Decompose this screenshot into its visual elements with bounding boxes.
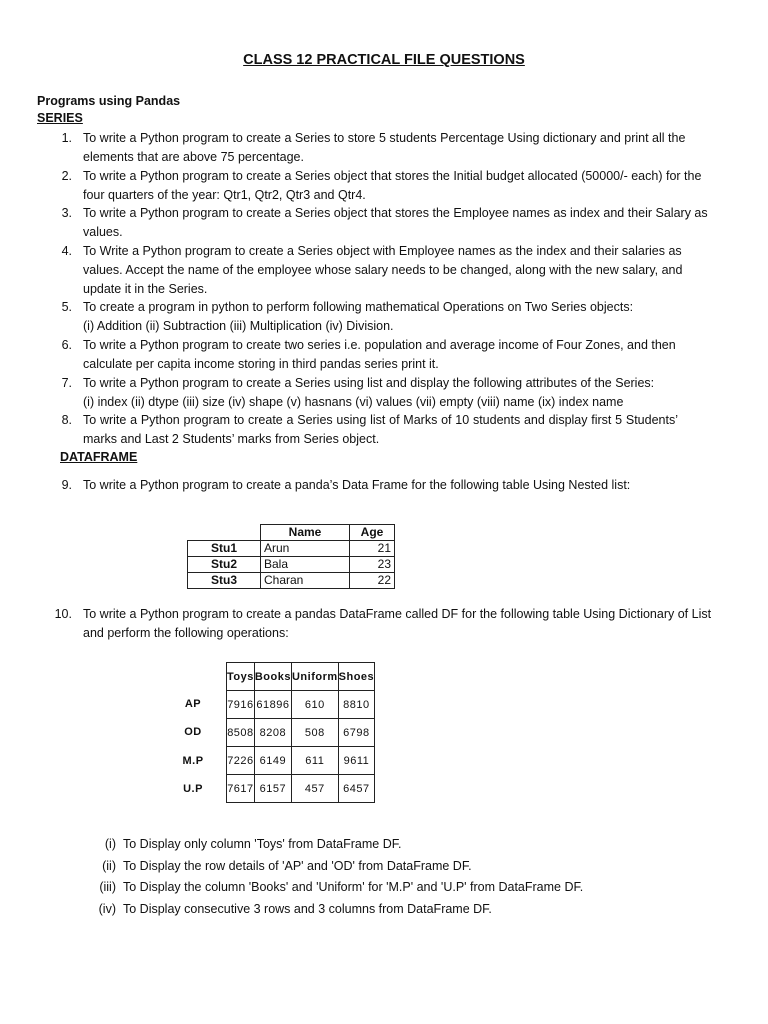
operation-1 (90, 834, 730, 855)
operation-number: (ii) (102, 859, 116, 873)
operation-3 (90, 877, 730, 898)
section-heading: Programs using Pandas (37, 94, 181, 108)
table-header-cell: Shoes (338, 663, 375, 691)
operation-text: To Display the column 'Books' and 'Uniform' for 'M.P' and 'U.P' from DataFrame DF. (123, 880, 584, 894)
table-row (227, 719, 375, 747)
operation-4 (90, 899, 730, 920)
table-row (188, 557, 395, 573)
table-cell: 6798 (338, 719, 375, 747)
dataframe-heading: DATAFRAME (60, 450, 138, 464)
table-row (188, 541, 395, 557)
question-8 (58, 411, 678, 449)
question-text: To write a Python program to create a Series to store 5 students Percentage Using dictionary and print all the elements that are above 75 percentage. (83, 131, 686, 164)
question-subtext: (i) Addition (ii) Subtraction (iii) Multiplication (iv) Division. (83, 319, 394, 333)
question-1 (58, 129, 718, 167)
question-number: 7. (61, 376, 72, 390)
table-header-cell: Books (254, 663, 291, 691)
sales-table (226, 662, 375, 803)
question-4 (58, 242, 718, 299)
page-title: CLASS 12 PRACTICAL FILE QUESTIONS (243, 52, 525, 68)
table-cell: 21 (350, 541, 395, 557)
operation-number: (i) (104, 837, 116, 851)
question-7 (58, 374, 718, 412)
question-number: 3. (61, 206, 72, 220)
table-row (188, 573, 395, 589)
table-cell: 9611 (338, 747, 375, 775)
table-cell: Charan (261, 573, 350, 589)
question-text: To Write a Python program to create a Series object with Employee names as the index and their salaries as values. Accept the name of the employee whose salary needs to be changed, along with the new salary, and update it in the Series. (83, 244, 683, 296)
row-label: Stu2 (188, 557, 261, 573)
operation-number: (iii) (99, 880, 116, 894)
row-label: Stu1 (188, 541, 261, 557)
question-number: 4. (61, 244, 72, 258)
table-header-cell: Uniform (291, 663, 338, 691)
row-label: AP (184, 698, 202, 710)
table-cell: 610 (291, 691, 338, 719)
table-row (227, 691, 375, 719)
table-cell: 8208 (254, 719, 291, 747)
question-10 (54, 605, 718, 643)
question-number: 6. (61, 338, 72, 352)
table-header-cell: Name (261, 525, 350, 541)
question-text: To write a Python program to create a Series object that stores the Initial budget allocated (50000/- each) for the four quarters of the year: Qtr1, Qtr2, Qtr3 and Qtr4. (83, 169, 702, 202)
question-text: To write a Python program to create two series i.e. population and average income of Four Zones, and then calculate per capita income storing in third pandas series print it. (83, 338, 676, 371)
table-cell: 508 (291, 719, 338, 747)
table-cell: 6457 (338, 775, 375, 803)
table-header-row (188, 525, 395, 541)
table-row (227, 747, 375, 775)
operation-text: To Display consecutive 3 rows and 3 columns from DataFrame DF. (123, 902, 492, 916)
table-cell: 457 (291, 775, 338, 803)
table-row (227, 775, 375, 803)
table-cell: 6157 (254, 775, 291, 803)
table-header-row (227, 663, 375, 691)
table-cell: 61896 (254, 691, 291, 719)
question-6 (58, 336, 718, 374)
question-2 (58, 167, 718, 205)
question-subtext: (i) index (ii) dtype (iii) size (iv) shape (v) hasnans (vi) values (vii) empty (viii) name (ix) index name (83, 395, 624, 409)
table-cell: 6149 (254, 747, 291, 775)
row-label: U.P (183, 783, 203, 795)
table-cell: 8508 (227, 719, 255, 747)
question-text: To create a program in python to perform following mathematical Operations on Two Series objects: (83, 300, 634, 314)
operation-text: To Display only column 'Toys' from DataFrame DF. (123, 837, 402, 851)
question-number: 8. (61, 413, 72, 427)
question-9 (58, 476, 718, 495)
row-label: M.P (182, 755, 204, 767)
operation-number: (iv) (98, 902, 116, 916)
row-label: OD (184, 726, 202, 738)
question-text: To write a Python program to create a Series object that stores the Employee names as index and their Salary as values. (83, 206, 708, 239)
question-number: 1. (61, 131, 72, 145)
operation-2 (90, 856, 730, 877)
question-text: To write a Python program to create a panda’s Data Frame for the following table Using Nested list: (83, 478, 631, 492)
table-cell: Arun (261, 541, 350, 557)
table-cell: 7617 (227, 775, 255, 803)
question-number: 5. (61, 300, 72, 314)
question-text: To write a Python program to create a Series using list of Marks of 10 students and display first 5 Students’ marks and Last 2 Students’ marks from Series object. (83, 413, 678, 446)
question-text: To write a Python program to create a pandas DataFrame called DF for the following table Using Dictionary of List and perform the following operations: (83, 607, 712, 640)
series-heading: SERIES (37, 111, 83, 125)
table-cell: 7916 (227, 691, 255, 719)
table-cell: 611 (291, 747, 338, 775)
student-table (187, 524, 395, 589)
question-number: 2. (61, 169, 72, 183)
table-cell: 23 (350, 557, 395, 573)
table-cell: 8810 (338, 691, 375, 719)
question-number: 10. (54, 607, 72, 621)
table-header-cell: Toys (227, 663, 255, 691)
table-header-cell: Age (350, 525, 395, 541)
question-number: 9. (61, 478, 72, 492)
row-label: Stu3 (188, 573, 261, 589)
table-cell: Bala (261, 557, 350, 573)
question-text: To write a Python program to create a Series using list and display the following attributes of the Series: (83, 376, 655, 390)
question-3 (58, 204, 718, 242)
question-5 (58, 298, 718, 336)
table-header-cell (188, 525, 261, 541)
table-cell: 22 (350, 573, 395, 589)
operation-text: To Display the row details of 'AP' and 'OD' from DataFrame DF. (123, 859, 472, 873)
table-cell: 7226 (227, 747, 255, 775)
